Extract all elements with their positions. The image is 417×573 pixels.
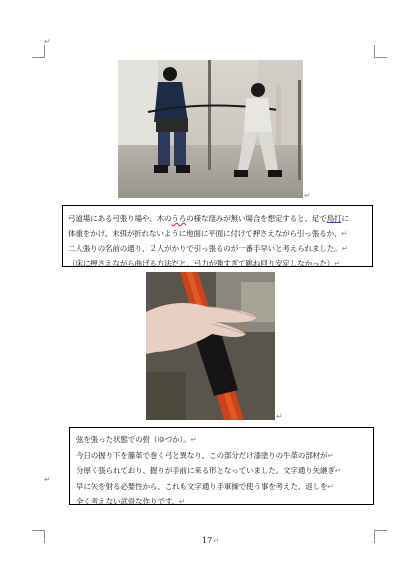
text-segment: 早に矢を射る必要性から、これも文字通り手軍操で使う事を考えた、返しを <box>76 481 328 491</box>
text-segment: 分厚く張られており、握りが手前に来る形となっていました。文字通り矢継ぎ <box>76 466 335 475</box>
text-line <box>68 241 368 256</box>
text-segment: に <box>341 214 349 223</box>
text-segment: 二人張りの名前の通り、２人がかりで引っ張るのが一番手早いと考えられました。 <box>68 244 342 253</box>
text-line <box>76 479 369 495</box>
paragraph-mark: ↵ <box>341 244 348 253</box>
text-segment: 体重をかけ、末弭が折れないように地面に平面に付けて押さえながら引っ張るか、 <box>68 229 342 238</box>
crop-mark-top-right <box>374 45 387 58</box>
paragraph-mark: ↵ <box>304 191 311 200</box>
text-line <box>68 211 368 226</box>
text-segment: 弦を張った状態での弣（ゆづか）。 <box>76 435 191 444</box>
text-segment: 全く考えない武骨な作りです。 <box>76 497 179 506</box>
paragraph-mark: ↵ <box>341 229 348 238</box>
text-segment: の様な窪みが無い場合を想定すると、足で <box>186 214 327 223</box>
crop-mark-bottom-right <box>374 530 387 543</box>
text-line <box>76 432 369 448</box>
paragraph-mark: ↵ <box>212 536 219 545</box>
paragraph-mark: ↵ <box>334 466 341 475</box>
text-line <box>76 448 369 464</box>
spelling-underlined-word: うろ <box>171 214 187 223</box>
photo-illustration <box>118 60 303 198</box>
crop-mark-bottom-left <box>32 530 45 543</box>
paragraph-mark: ↵ <box>327 450 334 460</box>
text-segment: 弓道場にある弓張り場や、木の <box>68 214 172 223</box>
paragraph-mark: ↵ <box>327 481 334 491</box>
page-number <box>202 536 219 545</box>
crop-mark-top-left <box>32 45 45 58</box>
paragraph-mark: ↵ <box>334 259 341 268</box>
photo-illustration <box>146 272 275 420</box>
caption-box-bow-grip[interactable] <box>69 427 374 505</box>
bow-grip-photo[interactable] <box>146 272 275 420</box>
archers-stringing-bow-photo[interactable] <box>118 60 303 198</box>
text-segment: 今日の握り下を籐革で巻く弓と異なり、この部分だけ漆塗りの牛革の部材が <box>76 450 328 460</box>
text-line <box>68 256 368 271</box>
paragraph-mark: ↵ <box>44 475 51 484</box>
page-number-value: 17 <box>202 536 213 545</box>
text-segment: （床に押さえながら曲げる方法だと、弓力が強すぎて跳ね回り安定しなかった） <box>68 259 335 268</box>
paragraph-mark: ↵ <box>178 497 186 506</box>
paragraph-mark: ↵ <box>190 435 197 444</box>
text-line <box>76 463 369 479</box>
text-line <box>68 226 368 241</box>
paragraph-mark: ↵ <box>276 412 283 421</box>
grammar-underlined-word: 鳥打 <box>326 214 342 223</box>
caption-box-bow-stringing[interactable] <box>62 205 373 267</box>
paragraph-mark: ↵ <box>44 37 51 46</box>
text-line <box>76 494 369 510</box>
